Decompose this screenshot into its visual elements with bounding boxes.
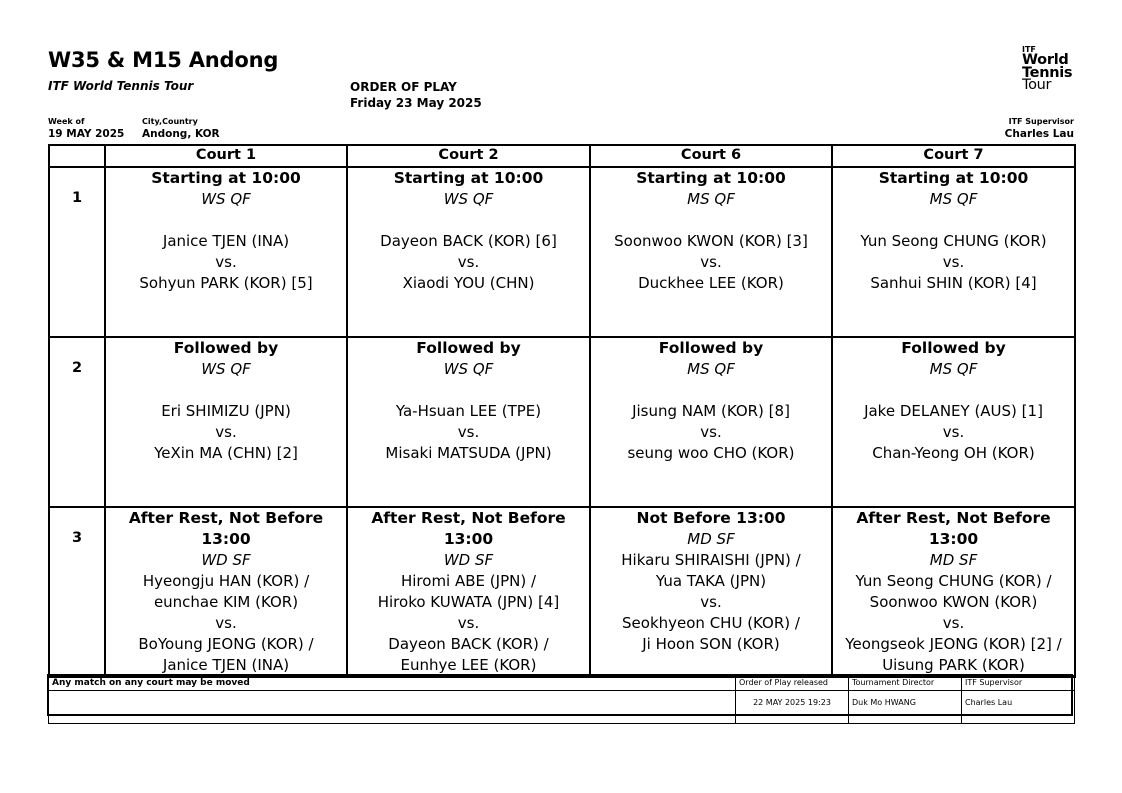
team-two-player-b: Uisung PARK (KOR) [882,656,1025,674]
player-two: Misaki MATSUDA (JPN) [385,444,552,462]
tour-subtitle: ITF World Tennis Tour [48,79,194,93]
player-one: Jake DELANEY (AUS) [1] [864,402,1043,420]
footer-note: Any match on any court may be moved [49,676,736,691]
court-header: Court 1 [105,145,347,167]
city-label: City,Country [142,117,198,126]
versus-label: vs. [457,614,480,632]
footer-supervisor-value: Charles Lau [962,691,1075,724]
player-one: Dayeon BACK (KOR) [6] [380,232,557,250]
team-one-player-b: Soonwoo KWON (KOR) [869,593,1038,611]
footer-blank [49,691,736,724]
court-header: Court 6 [590,145,832,167]
start-time: Starting at 10:00 [878,169,1029,187]
event-type: MS QF [687,360,735,378]
team-two-player-b: Eunhye LEE (KOR) [400,656,537,674]
team-one-player-a: Yun Seong CHUNG (KOR) / [855,572,1052,590]
match-cell [105,167,347,337]
match-cell [105,337,347,507]
start-time: Starting at 10:00 [636,169,786,187]
week-label: Week of [48,117,85,126]
start-time: Starting at 10:00 [393,169,544,187]
player-two: Xiaodi YOU (CHN) [402,274,535,292]
event-type: MS QF [929,360,978,378]
start-time: After Rest, Not Before 13:00 [856,509,1051,548]
start-time: Followed by [173,339,279,357]
versus-label: vs. [457,253,480,271]
director-value: Duk Mo HWANG [849,691,962,724]
event-type: WS QF [201,360,251,378]
match-cell [590,337,832,507]
team-two-player-a: Yeongseok JEONG (KOR) [2] / [845,635,1062,653]
player-one: Jisung NAM (KOR) [8] [632,402,790,420]
player-two: seung woo CHO (KOR) [627,444,795,462]
event-type: MS QF [687,190,735,208]
player-two: Sanhui SHIN (KOR) [4] [870,274,1037,292]
row-number: 2 [49,337,105,507]
player-one: Ya-Hsuan LEE (TPE) [395,402,542,420]
event-type: WD SF [201,551,251,569]
start-time: Followed by [416,339,521,357]
player-two: Chan-Yeong OH (KOR) [872,444,1035,462]
versus-label: vs. [942,253,965,271]
start-time: Followed by [658,339,764,357]
tournament-title: W35 & M15 Andong [48,48,279,72]
row-number: 3 [49,507,105,677]
logo-itf-text: ITF [1022,45,1036,54]
team-two-player-a: Seokhyeon CHU (KOR) / [622,614,800,632]
versus-label: vs. [700,593,722,611]
match-cell [590,507,832,677]
match-cell [832,337,1075,507]
match-row-2 [49,337,1075,507]
row-number: 1 [49,167,105,337]
court-header: Court 2 [347,145,590,167]
logo-line-tour: Tour [1022,77,1052,93]
event-type: WS QF [201,190,251,208]
match-row-1 [49,167,1075,337]
versus-label: vs. [942,423,965,441]
team-two-player-b: Ji Hoon SON (KOR) [642,635,780,653]
supervisor-label: ITF Supervisor [1008,117,1074,126]
order-of-play-date: Friday 23 May 2025 [350,96,482,110]
versus-label: vs. [215,253,237,271]
player-one: Eri SHIMIZU (JPN) [161,402,291,420]
versus-label: vs. [457,423,480,441]
match-cell [105,507,347,677]
match-cell [832,167,1075,337]
versus-label: vs. [215,614,237,632]
match-cell [832,507,1075,677]
released-value: 22 MAY 2025 19:23 [736,691,849,724]
match-cell [347,337,590,507]
team-one-player-a: Hyeongju HAN (KOR) / [142,572,310,590]
match-cell [590,167,832,337]
event-type: MD SF [929,551,978,569]
event-type: WS QF [443,360,494,378]
team-two-player-a: BoYoung JEONG (KOR) / [138,635,314,653]
player-two: Duckhee LEE (KOR) [638,274,784,292]
start-time: Starting at 10:00 [151,169,301,187]
start-time: After Rest, Not Before 13:00 [128,509,324,548]
order-of-play-heading [350,79,482,111]
match-row-3 [49,507,1075,677]
footer-value-row [49,691,1075,724]
event-type: MS QF [929,190,978,208]
team-one-player-b: Yua TAKA (JPN) [655,572,767,590]
team-two-player-a: Dayeon BACK (KOR) / [388,635,549,653]
team-one-player-b: Hiroko KUWATA (JPN) [4] [377,593,560,611]
versus-label: vs. [700,253,722,271]
team-one-player-b: eunchae KIM (KOR) [153,593,299,611]
event-type: WS QF [443,190,494,208]
player-one: Soonwoo KWON (KOR) [3] [614,232,808,250]
supervisor-value: Charles Lau [1004,128,1074,140]
team-one-player-a: Hiromi ABE (JPN) / [400,572,537,590]
event-type: WD SF [443,551,494,569]
logo-line-world: World [1022,52,1069,68]
team-two-player-b: Janice TJEN (INA) [162,656,290,674]
released-label: Order of Play released [736,676,849,691]
team-one-player-a: Hikaru SHIRAISHI (JPN) / [621,551,801,569]
schedule-table [48,144,1076,678]
world-tennis-tour-logo [1022,45,1074,92]
director-label: Tournament Director [849,676,962,691]
versus-label: vs. [942,614,965,632]
row-number-header [49,145,105,167]
versus-label: vs. [700,423,722,441]
player-two: YeXin MA (CHN) [2] [154,444,298,462]
court-header-row [49,145,1075,167]
player-one: Yun Seong CHUNG (KOR) [860,232,1047,250]
versus-label: vs. [215,423,237,441]
footer-table [48,675,1075,724]
week-value: 19 MAY 2025 [48,128,125,140]
start-time: After Rest, Not Before 13:00 [371,509,566,548]
footer-label-row [49,676,1075,691]
logo-line-tennis: Tennis [1022,64,1073,81]
match-cell [347,507,590,677]
court-header: Court 7 [832,145,1075,167]
start-time: Not Before 13:00 [636,509,786,527]
footer-supervisor-label: ITF Supervisor [962,676,1075,691]
event-type: MD SF [687,530,735,548]
player-two: Sohyun PARK (KOR) [5] [139,274,313,292]
order-of-play-label: ORDER OF PLAY [350,80,457,94]
start-time: Followed by [901,339,1006,357]
match-cell [347,167,590,337]
player-one: Janice TJEN (INA) [162,232,290,250]
city-value: Andong, KOR [142,128,220,140]
